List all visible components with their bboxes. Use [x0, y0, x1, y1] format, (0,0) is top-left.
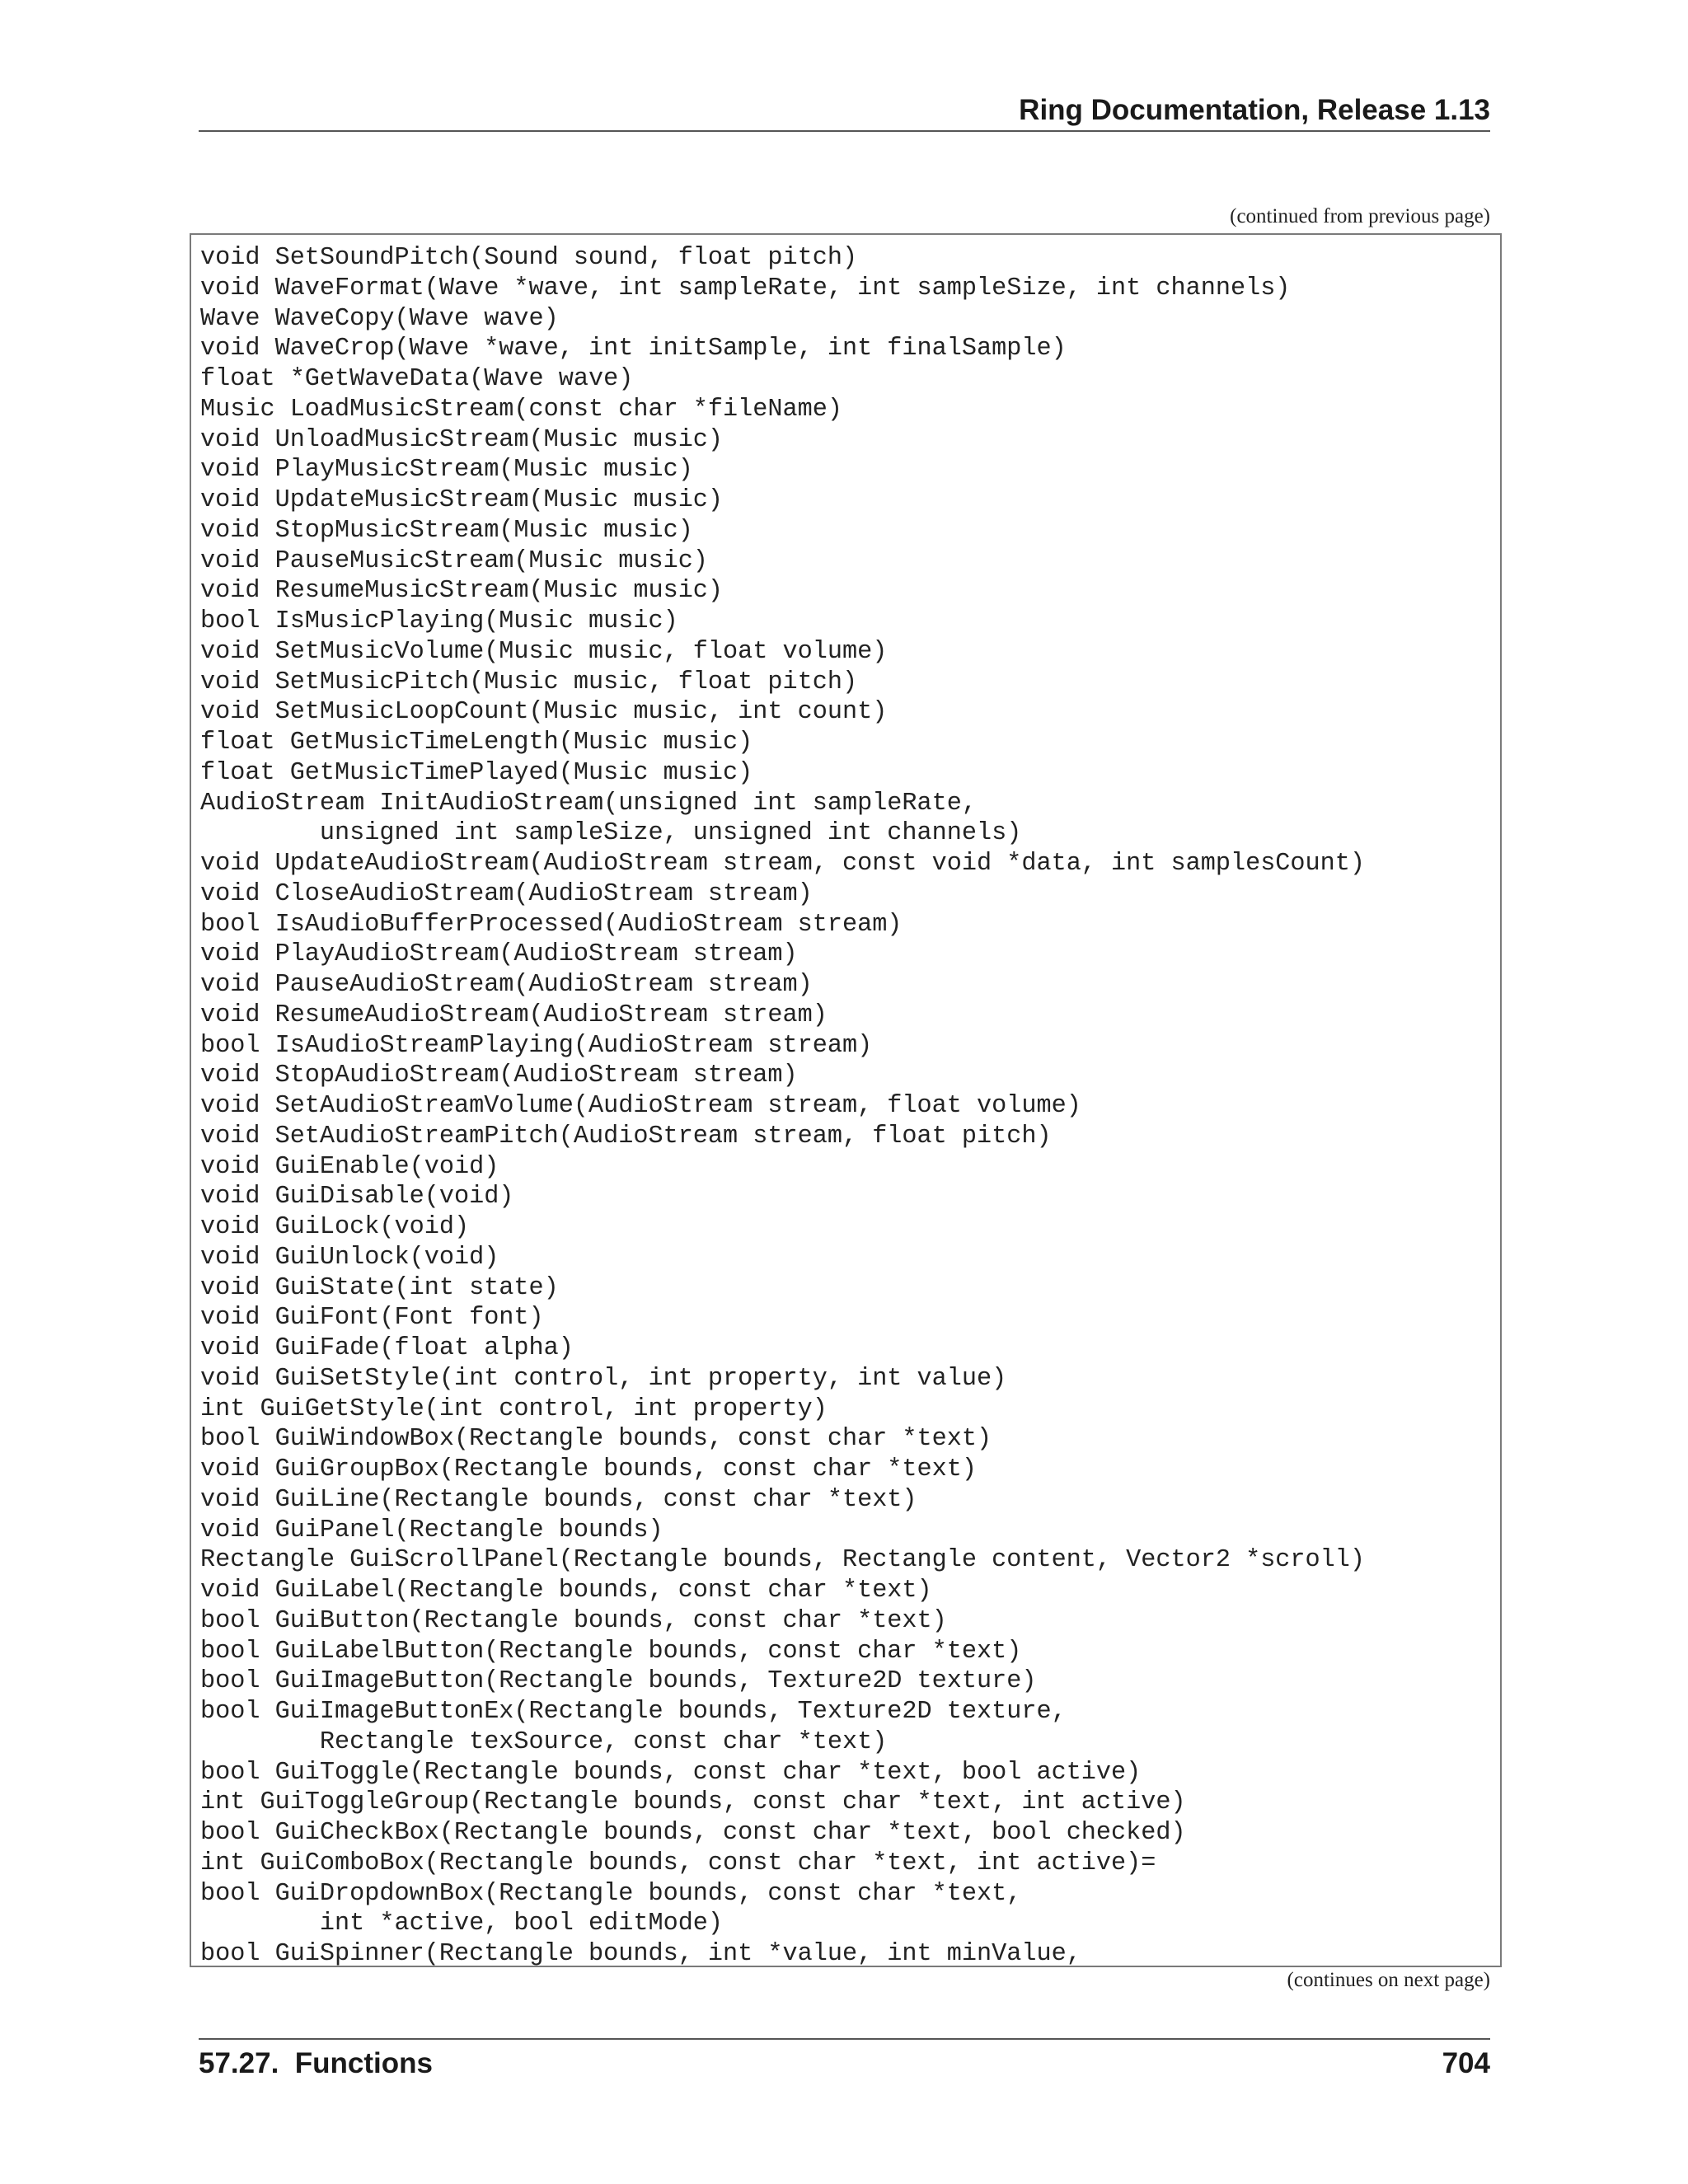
code-line: void GuiFont(Font font) — [200, 1304, 544, 1333]
code-line: Rectangle texSource, const char *text) — [200, 1727, 888, 1756]
code-line: void GuiDisable(void) — [200, 1183, 514, 1212]
code-line: void SetAudioStreamPitch(AudioStream stream, float pitch) — [200, 1122, 1052, 1151]
code-line: Wave WaveCopy(Wave wave) — [200, 304, 559, 333]
code-line: void ResumeAudioStream(AudioStream stream) — [200, 1001, 828, 1029]
code-line: void PlayMusicStream(Music music) — [200, 456, 693, 485]
code-line: void GuiEnable(void) — [200, 1152, 499, 1181]
code-line: void SetMusicPitch(Music music, float pitch) — [200, 668, 858, 696]
code-line: int *active, bool editMode) — [200, 1910, 724, 1938]
code-line: bool GuiSpinner(Rectangle bounds, int *value, int minValue, — [200, 1940, 1081, 1967]
code-line: int GuiComboBox(Rectangle bounds, const char *text, int active)= — [200, 1849, 1156, 1877]
code-line: void SetSoundPitch(Sound sound, float pitch) — [200, 244, 858, 272]
code-line: void SetMusicVolume(Music music, float volume) — [200, 637, 888, 666]
code-line: int GuiToggleGroup(Rectangle bounds, const char *text, int active) — [200, 1788, 1186, 1817]
footer-divider — [199, 2038, 1490, 2040]
code-line: unsigned int sampleSize, unsigned int channels) — [200, 819, 1022, 848]
code-line: bool GuiButton(Rectangle bounds, const char *text) — [200, 1606, 947, 1635]
code-line: void GuiFade(float alpha) — [200, 1334, 574, 1362]
code-line: void StopAudioStream(AudioStream stream) — [200, 1062, 798, 1090]
code-line: bool GuiLabelButton(Rectangle bounds, const char *text) — [200, 1637, 1022, 1666]
code-line: void UnloadMusicStream(Music music) — [200, 425, 724, 454]
code-line: void PlayAudioStream(AudioStream stream) — [200, 940, 798, 969]
code-line: void PauseAudioStream(AudioStream stream) — [200, 971, 813, 999]
code-lines — [191, 235, 1500, 1967]
code-line: bool GuiImageButtonEx(Rectangle bounds, Texture2D texture, — [200, 1698, 1067, 1726]
continued-from-note: (continued from previous page) — [1230, 205, 1490, 227]
code-line: bool GuiImageButton(Rectangle bounds, Texture2D texture) — [200, 1667, 1037, 1696]
code-line: void StopMusicStream(Music music) — [200, 516, 693, 545]
code-line: float *GetWaveData(Wave wave) — [200, 365, 634, 393]
code-line: void GuiPanel(Rectangle bounds) — [200, 1516, 663, 1544]
code-block — [190, 233, 1502, 1967]
code-line: void GuiLabel(Rectangle bounds, const char *text) — [200, 1577, 932, 1605]
code-line: bool IsAudioStreamPlaying(AudioStream stream) — [200, 1031, 873, 1060]
code-line: Rectangle GuiScrollPanel(Rectangle bounds, Rectangle content, Vector2 *scroll) — [200, 1546, 1366, 1575]
code-line: void GuiState(int state) — [200, 1273, 559, 1302]
footer-section-title: 57.27. Functions — [199, 2047, 433, 2079]
code-line: void GuiUnlock(void) — [200, 1243, 499, 1272]
code-line: bool GuiToggle(Rectangle bounds, const char *text, bool active) — [200, 1758, 1142, 1787]
code-line: void GuiGroupBox(Rectangle bounds, const char *text) — [200, 1455, 978, 1483]
code-line: bool GuiWindowBox(Rectangle bounds, const char *text) — [200, 1425, 992, 1454]
footer-page-number: 704 — [1442, 2047, 1490, 2079]
page-header-title: Ring Documentation, Release 1.13 — [1019, 94, 1490, 126]
code-line: void GuiLine(Rectangle bounds, const char *text) — [200, 1485, 917, 1514]
code-line: bool GuiDropdownBox(Rectangle bounds, const char *text, — [200, 1879, 1022, 1908]
code-line: bool IsAudioBufferProcessed(AudioStream stream) — [200, 910, 903, 939]
code-line: void GuiSetStyle(int control, int property, int value) — [200, 1364, 1007, 1393]
code-line: void CloseAudioStream(AudioStream stream) — [200, 879, 813, 908]
code-line: float GetMusicTimePlayed(Music music) — [200, 758, 753, 787]
code-line: bool IsMusicPlaying(Music music) — [200, 607, 678, 635]
code-line: void WaveCrop(Wave *wave, int initSample, int finalSample) — [200, 335, 1067, 363]
code-line: void UpdateAudioStream(AudioStream stream, const void *data, int samplesCount) — [200, 850, 1366, 878]
code-line: AudioStream InitAudioStream(unsigned int sampleRate, — [200, 789, 978, 818]
code-line: void PauseMusicStream(Music music) — [200, 546, 708, 575]
code-line: void SetMusicLoopCount(Music music, int count) — [200, 698, 888, 727]
code-line: Music LoadMusicStream(const char *fileName) — [200, 395, 842, 424]
code-line: bool GuiCheckBox(Rectangle bounds, const char *text, bool checked) — [200, 1819, 1186, 1847]
code-line: void ResumeMusicStream(Music music) — [200, 577, 724, 606]
continues-on-note: (continues on next page) — [1287, 1969, 1490, 1991]
code-line: void GuiLock(void) — [200, 1213, 470, 1241]
code-line: void SetAudioStreamVolume(AudioStream stream, float volume) — [200, 1092, 1081, 1120]
code-line: int GuiGetStyle(int control, int property) — [200, 1394, 828, 1423]
code-line: void WaveFormat(Wave *wave, int sampleRate, int sampleSize, int channels) — [200, 274, 1291, 302]
code-line: void UpdateMusicStream(Music music) — [200, 486, 724, 514]
header-divider — [199, 130, 1490, 132]
code-line: float GetMusicTimeLength(Music music) — [200, 729, 753, 757]
